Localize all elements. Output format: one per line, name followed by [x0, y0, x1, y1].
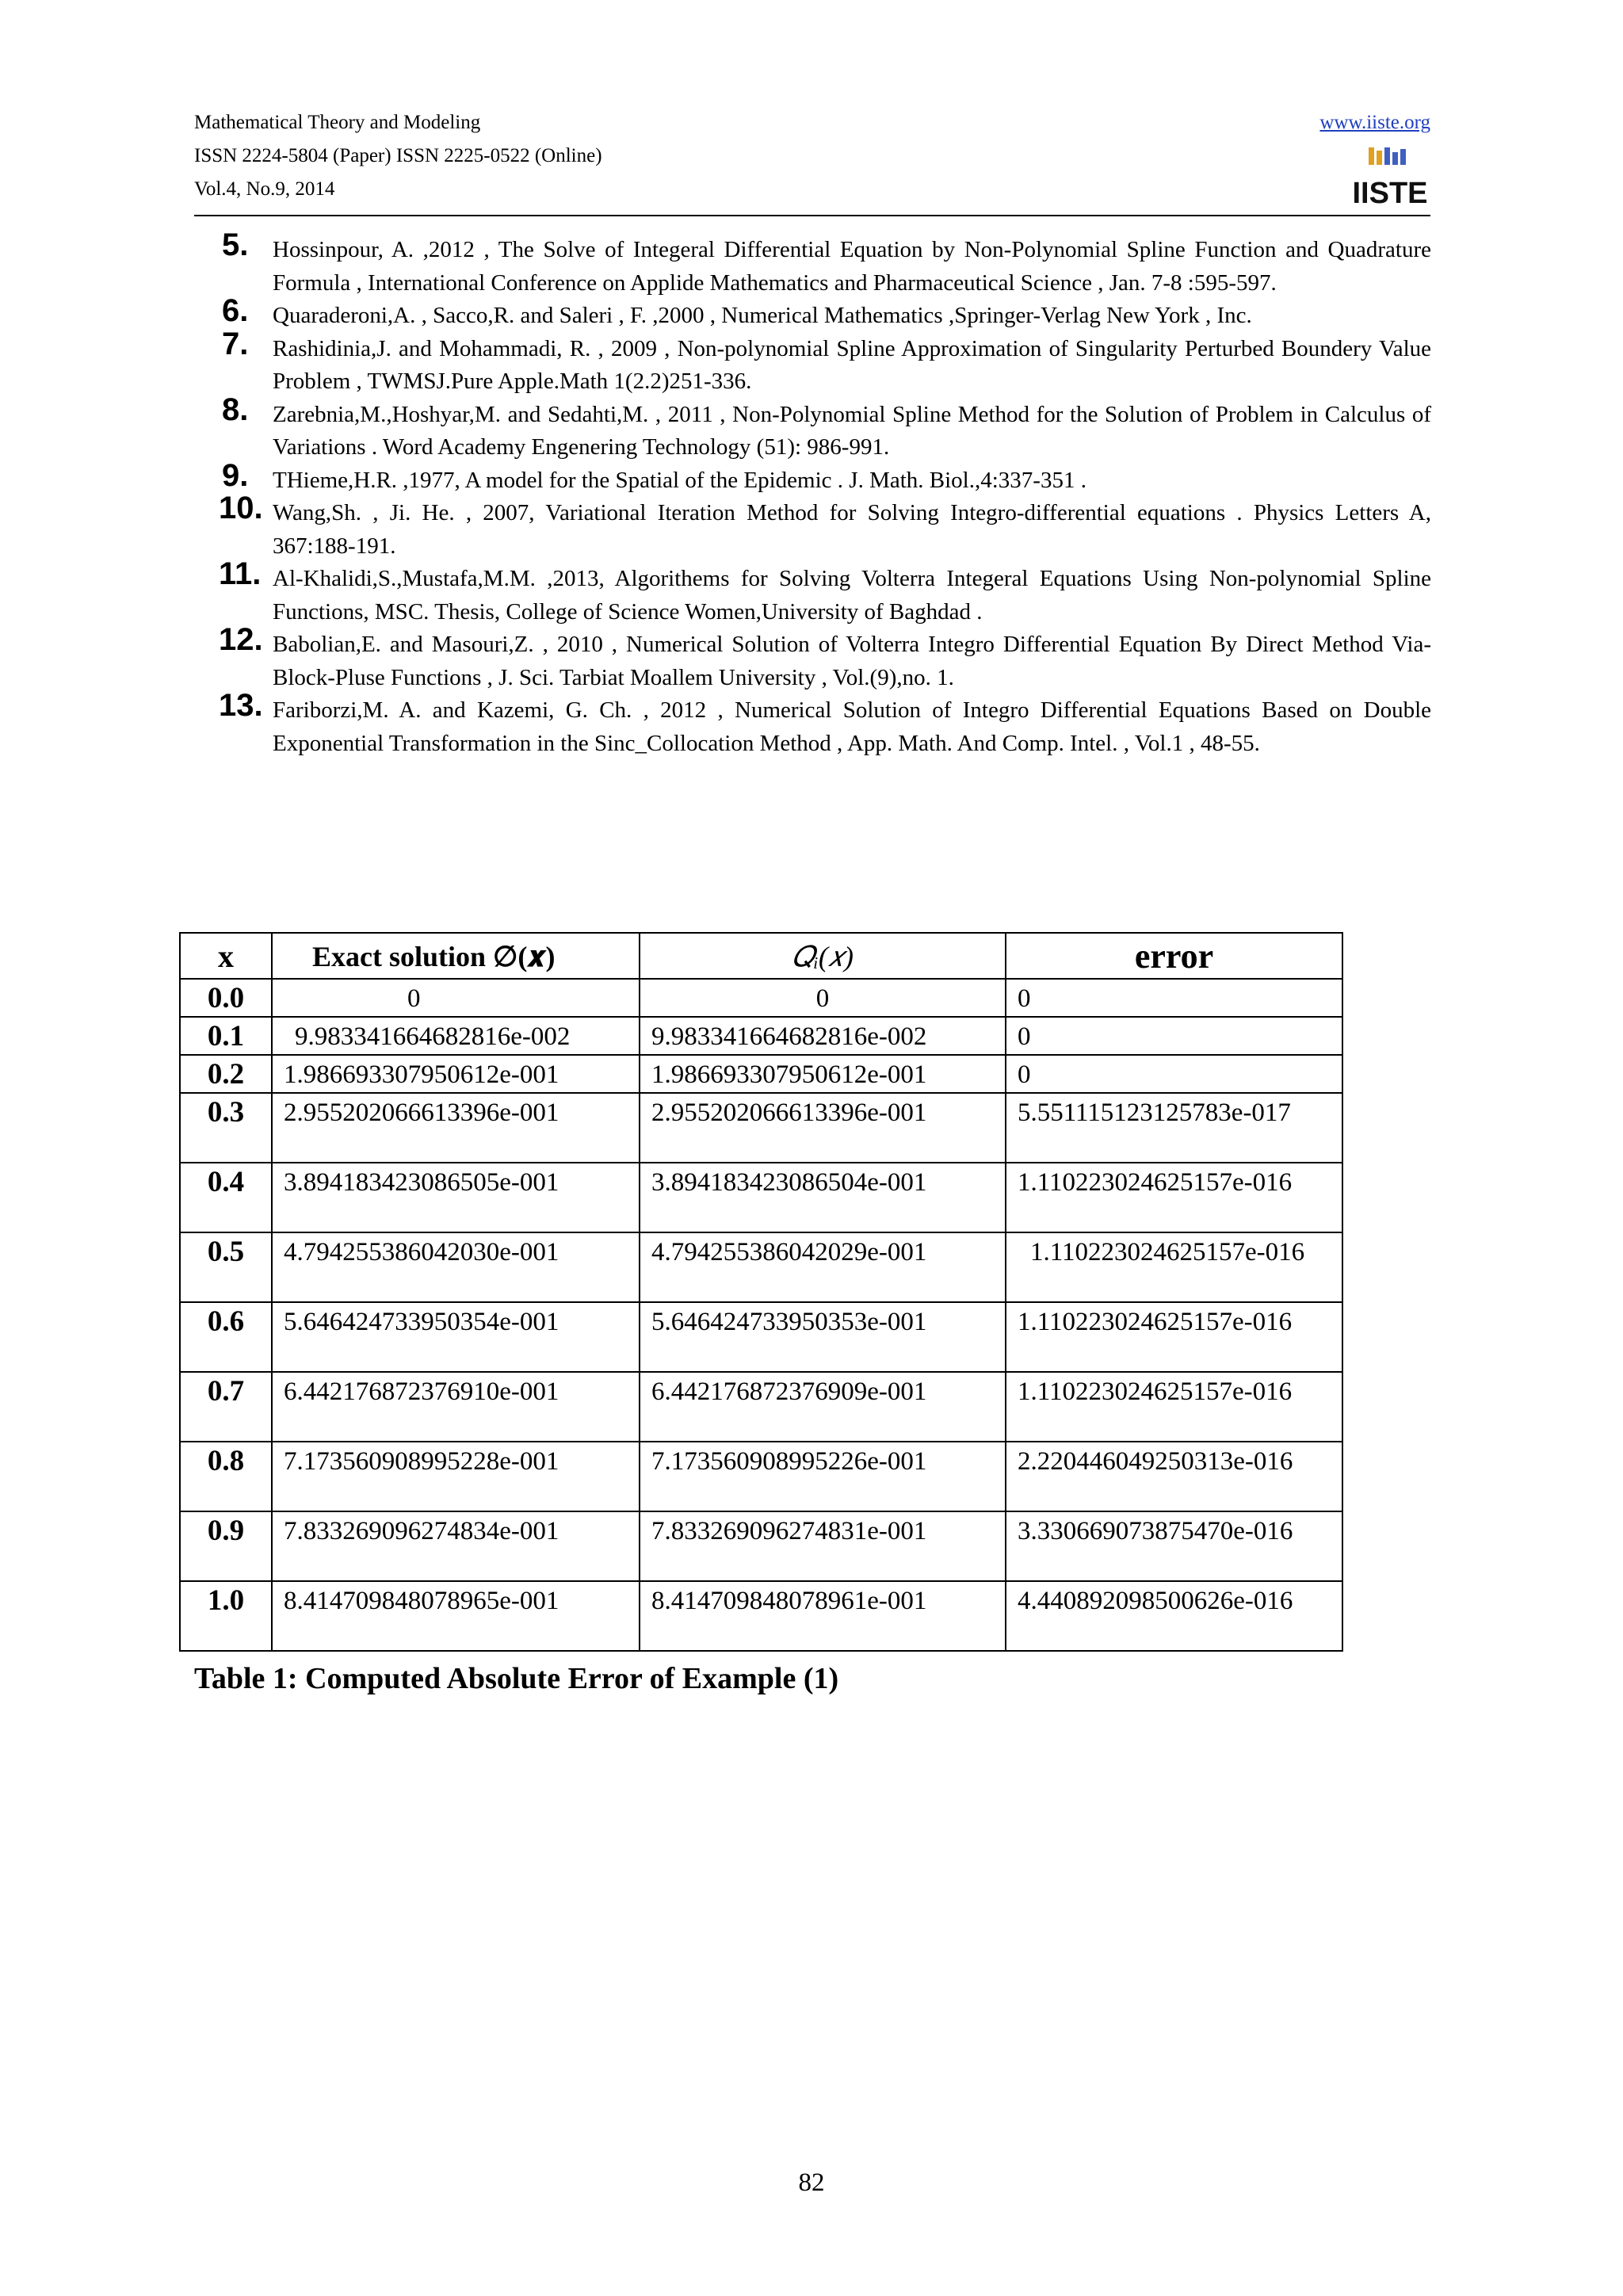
table-row — [180, 1581, 1342, 1651]
reference-item — [222, 227, 1431, 300]
reference-number: 7. — [222, 326, 249, 361]
table-row — [180, 979, 1342, 1017]
cell-error: 4.440892098500626e-016 — [1006, 1581, 1342, 1651]
cell-q: 3.894183423086504e-001 — [640, 1163, 1006, 1232]
reference-text: Babolian,E. and Masouri,Z. , 2010 , Numerical Solution of Volterra Integro Differential Equation By Direct Method Via-Block-Pluse Functions , J. Sci. Tarbiat Moallem University , Vol.(9),no. 1. — [273, 632, 1431, 690]
reference-item — [222, 392, 1431, 464]
reference-text: Al-Khalidi,S.,Mustafa,M.M. ,2013, Algorithems for Solving Volterra Integeral Equations Using Non-polynomial Spline Functions, MSC. Thesis, College of Science Women,University of Baghdad . — [273, 566, 1431, 625]
cell-error: 2.220446049250313e-016 — [1006, 1442, 1342, 1511]
reference-item — [222, 293, 1431, 333]
reference-item — [219, 491, 1431, 563]
cell-exact: 9.983341664682816e-002 — [272, 1017, 640, 1055]
cell-x: 1.0 — [180, 1581, 272, 1651]
cell-error: 0 — [1006, 1017, 1342, 1055]
cell-error: 0 — [1006, 979, 1342, 1017]
cell-x: 0.3 — [180, 1093, 272, 1163]
cell-x: 0.8 — [180, 1442, 272, 1511]
reference-text: Zarebnia,M.,Hoshyar,M. and Sedahti,M. , 2011 , Non-Polynomial Spline Method for the Solution of Problem in Calculus of Variations . Word Academy Engenering Technology (51): 986-991. — [273, 401, 1431, 460]
table-row — [180, 1232, 1342, 1302]
table-row — [180, 1093, 1342, 1163]
reference-number: 12. — [219, 622, 263, 657]
cell-x: 0.4 — [180, 1163, 272, 1232]
table-row — [180, 1372, 1342, 1442]
cell-x: 0.7 — [180, 1372, 272, 1442]
cell-error: 0 — [1006, 1055, 1342, 1093]
header-rule — [194, 215, 1430, 216]
issn-line: ISSN 2224-5804 (Paper) ISSN 2225-0522 (Online) — [194, 145, 602, 166]
cell-exact: 2.955202066613396e-001 — [272, 1093, 640, 1163]
reference-text: Hossinpour, A. ,2012 , The Solve of Integeral Differential Equation by Non-Polynomial Spline Function and Quadrature Formula , International Conference on Applide Mathematics and Pharmaceutical Science , Jan. 7-8 :595-597. — [273, 237, 1431, 296]
cell-exact: 6.442176872376910e-001 — [272, 1372, 640, 1442]
cell-error: 5.551115123125783e-017 — [1006, 1093, 1342, 1163]
table-row — [180, 1442, 1342, 1511]
cell-error: 1.110223024625157e-016 — [1006, 1163, 1342, 1232]
cell-x: 0.5 — [180, 1232, 272, 1302]
page-header — [194, 111, 1430, 222]
page-number: 82 — [798, 2168, 825, 2197]
results-table — [179, 932, 1343, 1652]
cell-q: 6.442176872376909e-001 — [640, 1372, 1006, 1442]
iiste-logo-icon — [1352, 146, 1428, 212]
cell-q: 0 — [640, 979, 1006, 1017]
table-row — [180, 1511, 1342, 1581]
reference-item — [222, 326, 1431, 399]
header-exact-solution: Exact solution ∅(𝒙) — [272, 933, 640, 979]
cell-exact: 3.894183423086505e-001 — [272, 1163, 640, 1232]
cell-q: 4.794255386042029e-001 — [640, 1232, 1006, 1302]
cell-x: 0.1 — [180, 1017, 272, 1055]
cell-x: 0.9 — [180, 1511, 272, 1581]
reference-text: Quaraderoni,A. , Sacco,R. and Saleri , F. ,2000 , Numerical Mathematics ,Springer-Verlag New York , Inc. — [273, 303, 1252, 328]
cell-error: 1.110223024625157e-016 — [1006, 1372, 1342, 1442]
reference-item — [222, 457, 1431, 498]
cell-error: 3.330669073875470e-016 — [1006, 1511, 1342, 1581]
cell-q: 1.986693307950612e-001 — [640, 1055, 1006, 1093]
cell-q: 7.833269096274831e-001 — [640, 1511, 1006, 1581]
cell-exact: 7.173560908995228e-001 — [272, 1442, 640, 1511]
header-q: 𝑄ᵢ(𝑥) — [640, 933, 1006, 979]
volume-line: Vol.4, No.9, 2014 — [194, 178, 335, 200]
table-row — [180, 1017, 1342, 1055]
cell-q: 2.955202066613396e-001 — [640, 1093, 1006, 1163]
reference-number: 6. — [222, 293, 249, 328]
cell-exact: 7.833269096274834e-001 — [272, 1511, 640, 1581]
cell-error: 1.110223024625157e-016 — [1006, 1232, 1342, 1302]
svg-text:IISTE: IISTE — [1352, 177, 1428, 210]
cell-q: 9.983341664682816e-002 — [640, 1017, 1006, 1055]
journal-title: Mathematical Theory and Modeling — [194, 112, 481, 133]
reference-number: 5. — [222, 227, 249, 262]
cell-exact: 5.646424733950354e-001 — [272, 1302, 640, 1372]
cell-q: 5.646424733950353e-001 — [640, 1302, 1006, 1372]
header-error: error — [1006, 933, 1342, 979]
cell-error: 1.110223024625157e-016 — [1006, 1302, 1342, 1372]
cell-exact: 4.794255386042030e-001 — [272, 1232, 640, 1302]
cell-exact: 1.986693307950612e-001 — [272, 1055, 640, 1093]
cell-exact: 0 — [272, 979, 640, 1017]
cell-x: 0.0 — [180, 979, 272, 1017]
cell-q: 7.173560908995226e-001 — [640, 1442, 1006, 1511]
reference-list — [219, 227, 1431, 760]
reference-number: 11. — [219, 556, 262, 591]
reference-text: Fariborzi,M. A. and Kazemi, G. Ch. , 2012 , Numerical Solution of Integro Differential Equations Based on Double Exponential Transformation in the Sinc_Collocation Method , App. Math. And Comp. Intel. , Vol.1 , 48-55. — [273, 697, 1431, 756]
reference-number: 8. — [222, 392, 249, 427]
reference-number: 13. — [219, 688, 263, 723]
reference-text: Wang,Sh. , Ji. He. , 2007, Variational Iteration Method for Solving Integro-differential equations . Physics Letters A, 367:188-191. — [273, 500, 1431, 559]
header-x: x — [180, 933, 272, 979]
reference-text: THieme,H.R. ,1977, A model for the Spatial of the Epidemic . J. Math. Biol.,4:337-351 . — [273, 467, 1086, 493]
reference-item — [219, 688, 1431, 760]
table-row — [180, 1055, 1342, 1093]
reference-number: 9. — [222, 457, 249, 493]
journal-url-link[interactable]: www.iiste.org — [1319, 112, 1430, 133]
cell-q: 8.414709848078961e-001 — [640, 1581, 1006, 1651]
cell-x: 0.2 — [180, 1055, 272, 1093]
cell-x: 0.6 — [180, 1302, 272, 1372]
reference-text: Rashidinia,J. and Mohammadi, R. , 2009 , Non-polynomial Spline Approximation of Singularity Perturbed Boundery Value Problem , TWMSJ.Pure Apple.Math 1(2.2)251-336. — [273, 335, 1431, 394]
cell-exact: 8.414709848078965e-001 — [272, 1581, 640, 1651]
table-caption: Table 1: Computed Absolute Error of Example (1) — [194, 1662, 839, 1695]
table-row — [180, 1302, 1342, 1372]
reference-item — [219, 622, 1431, 694]
reference-item — [219, 556, 1431, 628]
reference-number: 10. — [219, 491, 263, 525]
table-row — [180, 1163, 1342, 1232]
